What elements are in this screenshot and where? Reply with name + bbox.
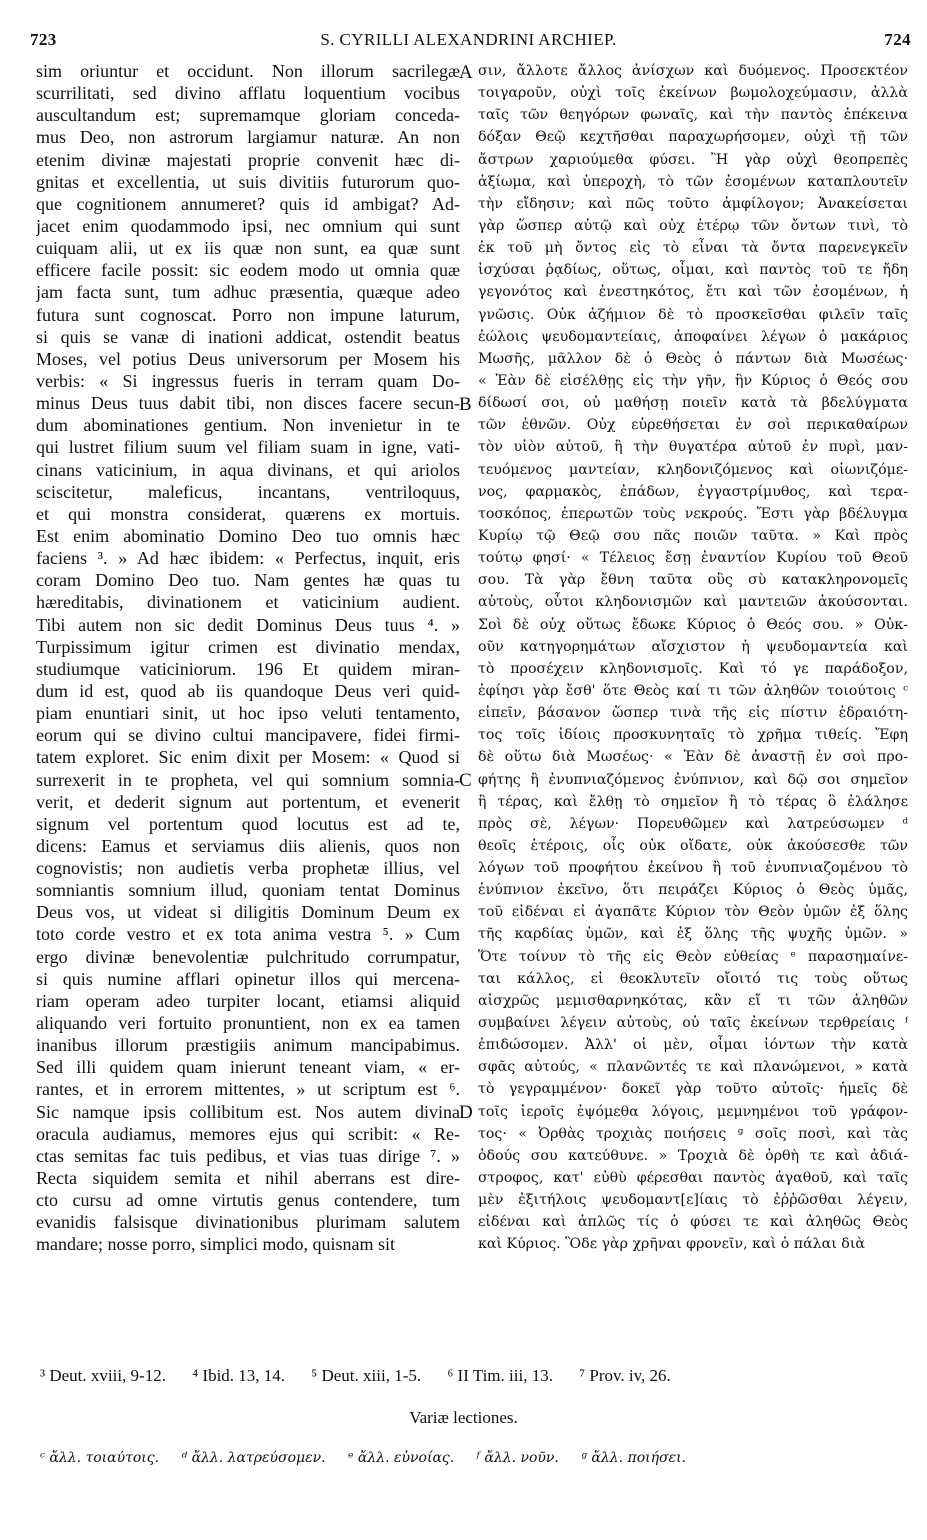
latin-text-line: jacet enim quodammodo ipsi, nec omnium qui sunt	[36, 215, 460, 236]
greek-text-line: σου. Τὰ γὰρ ἔθνη ταῦτα οὓς σὺ κατακληρονομεῖς	[478, 572, 908, 589]
latin-text-line: cuiquam alii, ut ex iis quæ non sunt, ea quæ sunt	[36, 238, 460, 259]
variant-reading: ᵈ ἄλλ. λατρεύσομεν.	[181, 1450, 326, 1466]
latin-text-line: piam enuntiari sinit, ut hoc ipso veluti tentamento,	[36, 703, 460, 724]
greek-text-line: γὰρ ὥσπερ αὐτῷ καὶ οὐχ ἑτέρῳ τῶν ὄντων τινὶ, τὸ	[478, 217, 908, 234]
latin-text-line: scurrilitati, sed divino afflatu loquentium vocibus	[36, 83, 460, 104]
greek-text-line: ἐπιδώσομεν. Ἀλλ' οἱ μὲν, οἶμαι ἰόντων τὴν κατὰ	[478, 1037, 908, 1054]
footnote: ⁷ Prov. iv, 26.	[579, 1366, 671, 1385]
latin-text-line: si quis numine afflari opinetur illos qui mercena-	[36, 968, 460, 989]
latin-text-line: minus Deus tuus dabit tibi, non disces facere secun-	[36, 393, 460, 414]
margin-letter-b: B	[459, 394, 472, 415]
greek-text-line: σφᾶς αὐτούς, « πλανῶντές τε καὶ πλανώμενοι, » κατὰ	[478, 1059, 908, 1076]
margin-letter-c: C	[459, 770, 472, 791]
latin-text-line: etenim divinæ majestati proprie convenit hæc di-	[36, 149, 460, 170]
greek-text-line: Ὅτε τοίνυν τὸ τῆς εἰς Θεὸν εὐθείας ᵉ παρασημαίνε-	[478, 948, 908, 965]
latin-text-line: jam facta sunt, tum adhuc præsentia, quæque adeo	[36, 282, 460, 303]
greek-text-line: γνῶσις. Οὐκ ἀζήμιον δὲ τὸ προσκεῖσθαι φιλεῖν ταῖς	[478, 306, 908, 323]
latin-text-line: somniantis somnium illud, quoniam tentat Dominus	[36, 880, 460, 901]
latin-text-line: cognovistis; non audietis verba prophetæ illius, vel	[36, 858, 460, 879]
latin-text-line: et qui monstra considerat, quærens ex mortuis.	[36, 503, 460, 524]
running-title: S. CYRILLI ALEXANDRINI ARCHIEP.	[320, 30, 617, 49]
greek-column	[478, 60, 908, 1256]
latin-text-line: sim oriuntur et occidunt. Non illorum sacrilegæ	[36, 61, 460, 81]
latin-text-line: evanidis falsisque divinationibus plurimam salutem	[36, 1212, 460, 1233]
latin-text-line: gnitas et excellentia, ut suis divitiis futurorum quo-	[36, 171, 460, 192]
greek-text-line: φήτης ἢ ἐνυπνιαζόμενος ἐνύπνιον, καὶ δῷ σοι σημεῖον	[478, 771, 908, 788]
latin-text-line: mandare; nosse porro, simplici modo, quisnam sit	[36, 1234, 395, 1255]
latin-text-line: auscultandum est; supremamque gloriam conceda-	[36, 105, 460, 126]
footnotes	[40, 1366, 900, 1386]
variant-reading: ᵍ ἄλλ. ποιήσει.	[581, 1450, 687, 1466]
greek-text-line: δίδωσί σοι, οὐ μαθήσῃ ποιεῖν κατὰ τὰ βδελύγματα	[478, 395, 908, 412]
latin-text-line: si quis se vanæ di inationi addicat, ostendit beatus	[36, 326, 460, 347]
latin-text-line: coram Domino Deo tuo. Nam gentes hæ quas tu	[36, 570, 460, 591]
greek-text-line: ται κάλλος, εἰ θεοκλυτεῖν οἴοιτό τις τοὺς οὕτως	[478, 970, 908, 987]
footnote: ³ Deut. xviii, 9-12.	[40, 1366, 166, 1385]
latin-text-line: ctas semitas fac tuis pedibus, et vias tuas dirige ⁷. »	[36, 1145, 460, 1166]
greek-text-line: Σοὶ δὲ οὐχ οὕτως ἔδωκε Κύριος ὁ Θεός σου. » Οὐκ-	[478, 616, 908, 633]
latin-text-line: dicens: Eamus et serviamus diis alienis, quos non	[36, 835, 460, 856]
latin-text-line: toto corde vestro et ex tota anima vestra ⁵. » Cum	[36, 924, 460, 945]
page-number-right: 724	[884, 30, 911, 49]
latin-text-line: cinans vaticinium, in aqua divinans, et qui ariolos	[36, 459, 460, 480]
latin-text-line: Tibi autem non sic dedit Dominus Deus tuus ⁴. »	[36, 614, 460, 635]
greek-text-line: ἐνύπνιον ἐκεῖνο, ὅτι πειράζει Κύριος ὁ Θεὸς ὑμᾶς,	[478, 882, 908, 899]
greek-text-line: τὸν υἱὸν αὐτοῦ, ἢ τὴν θυγατέρα αὐτοῦ ἐν πυρὶ, μαν-	[478, 439, 908, 456]
footnote: ⁶ II Tim. iii, 13.	[447, 1366, 553, 1385]
latin-text-line: que cognitionem annumeret? quis id ambigat? Ad-	[36, 193, 460, 214]
latin-text-line: aliquando veri fortuito pronuntient, non ex ea tamen	[36, 1013, 460, 1034]
greek-text-line: ὁδούς σου κατεύθυνε. » Τροχιὰ δὲ ὀρθὴ τε καὶ ἀδιά-	[478, 1147, 908, 1164]
greek-text-line: ἢ τέρας, καὶ ἔλθῃ τὸ σημεῖον ἢ τὸ τέρας ὃ ἐλάλησε	[478, 793, 908, 810]
greek-text-line: τοσκόπος, ἐπερωτῶν τοὺς νεκρούς. Ἔστι γὰρ βδέλυγμα	[478, 505, 908, 522]
variae-lectiones-title: Variæ lectiones.	[409, 1408, 518, 1427]
greek-text-line: τῆς καρδίας ὑμῶν, καὶ ἐξ ὅλης τῆς ψυχῆς ὑμῶν. »	[478, 926, 908, 943]
greek-text-line: λόγων τοῦ προφήτου ἐκείνου ἢ τοῦ ἐνυπνιαζομένου τὸ	[478, 860, 908, 877]
greek-text-line: δόξαν Θεῷ κεχτῆσθαι παραχωρήσομεν, οὐχὶ τῇ τῶν	[478, 129, 908, 146]
greek-text-line: γεγονότος καὶ ἐνεστηκότος, ἔτι καὶ τῶν ἐσομένων, ἡ	[478, 284, 908, 301]
greek-text-line: τῶν ἐθνῶν. Οὐχ εὑρεθήσεται ἐν σοὶ περικαθαίρων	[478, 417, 908, 434]
latin-text-line: studiumque vaticiniorum. 196 Et quidem miran-	[36, 658, 460, 679]
greek-text-line: αὐτοὺς, οὗτοι κληδονισμῶν καὶ μαντειῶν ἀκούσονται.	[478, 594, 908, 611]
latin-text-line: faciens ³. » Ad hæc ibidem: « Perfectus, inquit, eris	[36, 548, 460, 569]
latin-text-line: verbis: « Si ingressus fueris in terram quam Do-	[36, 370, 460, 391]
latin-text-line: futura sunt cognoscat. Porro non impune laturum,	[36, 304, 460, 325]
greek-text-line: σιν, ἄλλοτε ἄλλος ἀνίσχων καὶ δυόμενος. Προσεκτέον	[478, 63, 908, 79]
latin-text-line: Est enim abominatio Domino Deo tuo omnis hæc	[36, 525, 460, 546]
greek-text-line: Μωσῆς, μᾶλλον δὲ ὁ Θεὸς ὁ πάντων διὰ Μωσέως·	[478, 350, 908, 367]
latin-text-line: Recta siquidem semita et nihil aberrans est dire-	[36, 1168, 460, 1189]
greek-text-line: θεοῖς ἑτέροις, οἷς οὐκ οἴδατε, οὐκ ἀκούσεσθε τῶν	[478, 837, 908, 854]
latin-text-line: hæreditabis, divinationem et vaticinium audient.	[36, 592, 460, 613]
latin-text-line: Deus vos, ut videat si diligitis Dominum Deum ex	[36, 902, 460, 923]
greek-text-line: οῦν κατηγορημάτων αἴσχιστον ἡ ψευδομαντεία καὶ	[478, 638, 908, 655]
latin-text-line: cto cursu ad omne virtutis genus contendere, tum	[36, 1190, 460, 1211]
margin-letter-a: A	[459, 62, 473, 83]
page-header	[24, 30, 913, 54]
latin-column	[36, 60, 460, 1256]
greek-text-line: καὶ Κύριος. Ὃδε γὰρ χρῆναι φρονεῖν, καὶ ὁ πάλαι διὰ	[478, 1236, 865, 1253]
latin-text-line: efficere facile possit: sic eodem modo ut omnia quæ	[36, 260, 460, 281]
greek-text-line: εἰδέναι καὶ ἁπλῶς τίς ὁ φύσει τε καὶ ἀληθῶς Θεὸς	[478, 1214, 908, 1231]
greek-text-line: ἀξίωμα, καὶ ὑπεροχὴ, τὸ τῶν ἐσομένων καταπλουτεῖν	[478, 173, 908, 190]
greek-text-line: ἄστρων χαριούμεθα φύσει. Ἢ γὰρ οὐχὶ θεοπρεπὲς	[478, 151, 908, 168]
latin-text-line: signum vel portentum quod locutus est ad te,	[36, 813, 460, 834]
latin-text-line: tatem exploret. Sic enim dixit per Mosem: « Quod si	[36, 747, 460, 768]
greek-text-line: μὲν ἐξιτήλοις ψευδομαντ[ε]ίαις τὸ ἐῤῥῶσθαι λέγειν,	[478, 1192, 908, 1209]
latin-text-line: surrexerit in te propheta, vel qui somnium somnia-	[36, 769, 460, 790]
latin-text-line: Turpissimum igitur crimen est divinatio mendax,	[36, 636, 460, 657]
greek-text-line: τοῦ εἰδέναι εἰ ἀγαπᾶτε Κύριον τὸν Θεὸν ὑμῶν ἐξ ὅλης	[478, 904, 908, 921]
margin-letter-d: D	[459, 1102, 473, 1123]
greek-text-line: πρὸς σὲ, λέγων· Πορευθῶμεν καὶ λατρεύσωμεν ᵈ	[478, 815, 908, 832]
greek-text-line: ταῖς τῶν θεηγόρων φωναῖς, καὶ τὴν παντὸς ἐπέκεινα	[478, 107, 908, 124]
latin-text-line: qui lustret filium suum vel filiam suam in igne, vati-	[36, 437, 460, 458]
greek-text-line: τος· « Ὀρθὰς τροχιὰς ποιήσεις ᵍ σοῖς ποσὶ, καὶ τὰς	[478, 1125, 908, 1142]
greek-text-line: τὴν εἴδησιν; καὶ πῶς τοῦτο ἀμφίλογον; Ἀνακείσεται	[478, 195, 908, 212]
greek-text-line: στροφος, κατ' εὐθὺ φέρεσθαι παντὸς ἀγαθοῦ, καὶ ταῖς	[478, 1170, 908, 1187]
greek-text-line: τούτῳ φησί· « Τέλειος ἔσῃ ἐναντίον Κυρίου τοῦ Θεοῦ	[478, 550, 908, 567]
latin-text-line: verit, et dederit signum aut portentum, et evenerit	[36, 791, 460, 812]
latin-text-line: dum id est, quod ab iis quandoque Deus veri quid-	[36, 680, 460, 701]
variae-lectiones	[40, 1450, 900, 1466]
greek-text-line: τοιγαροῦν, οὐχὶ τοῖς ἐκείνων βωμολοχεύμασιν, ἀλλὰ	[478, 85, 908, 102]
greek-text-line: τοῖς ἱεροῖς ἑψόμεθα λόγοις, μεμνημένοι τοῦ γράφον-	[478, 1103, 908, 1120]
greek-text-line: ἐώλοις ψευδομαντείαις, ἀποφαίνει λέγων ὁ μακάριος	[478, 328, 908, 345]
greek-text-line: ἰσχύσαι ῥᾳδίως, οὕτως, οἶμαι, καὶ παντὸς τοῦ τε ἤδη	[478, 262, 908, 279]
footnote: ⁴ Ibid. 13, 14.	[192, 1366, 286, 1385]
greek-text-line: τος τοῖς ἰδίοις προσκυνηταῖς τὸ χρῆμα τιθείς. Ἔφη	[478, 727, 908, 744]
greek-text-line: τευόμενος μαντείαν, κληδονιζόμενος καὶ οἰωνιζόμε-	[478, 461, 908, 478]
variant-reading: ᵉ ἄλλ. εὐνοίας.	[348, 1450, 455, 1466]
latin-text-line: Sed illi quidem quam inierunt teneant viam, « er-	[36, 1057, 460, 1078]
greek-text-line: Κυρίῳ τῷ Θεῷ σου πᾶς ποιῶν ταῦτα. » Καὶ πρὸς	[478, 527, 908, 544]
greek-text-line: νος, φαρμακὸς, ἐπάδων, ἐγγαστρίμυθος, καὶ τερα-	[478, 483, 908, 500]
latin-text-line: dum abominationes gentium. Non invenietur in te	[36, 415, 460, 436]
latin-text-line: mus Deo, non astrorum largiamur naturæ. An non	[36, 127, 460, 148]
greek-text-line: εἰπεῖν, βάσανον ὥσπερ τινὰ τῆς εἰς πίστιν ἑδραιότη-	[478, 705, 908, 722]
latin-text-line: Moses, vel potius Deus universorum per Mosem his	[36, 348, 460, 369]
latin-text-line: Sic namque ipsis collibitum est. Nos autem divina	[36, 1101, 460, 1122]
greek-text-line: αἰσχρῶς μεμισθαρνηκότας, κἂν εἴ τι τῶν ἀληθῶν	[478, 992, 908, 1009]
latin-text-line: sciscitetur, maleficus, incantans, ventriloquus,	[36, 481, 460, 502]
variant-reading: ᶜ ἄλλ. τοιαύτοις.	[40, 1450, 160, 1466]
latin-text-line: riam operam adeo turpiter locant, etiamsi aliquid	[36, 990, 460, 1011]
latin-text-line: ergo divinæ benevolentiæ pulchritudo corrumpatur,	[36, 946, 460, 967]
latin-text-line: oracula audiamus, memores ejus qui scribit: « Re-	[36, 1123, 460, 1144]
variant-reading: ᶠ ἄλλ. νοῦν.	[476, 1450, 559, 1466]
greek-text-line: δὲ οὕτω διὰ Μωσέως· « Ἐὰν δὲ ἀναστῇ ἐν σοὶ προ-	[478, 749, 908, 766]
greek-text-line: τὸ γεγραμμένον· δοκεῖ γὰρ τοῦτο αὐτοῖς· ἡμεῖς δὲ	[478, 1081, 908, 1098]
latin-text-line: eorum qui se divino cultui mancipavere, fidei firmi-	[36, 725, 460, 746]
greek-text-line: συμβαίνει λέγειν αὐτοὺς, οὐ ταῖς ἐκείνων τερθρείαις ᶠ	[478, 1015, 908, 1032]
greek-text-line: ἐφίησι γὰρ ἔσθ' ὅτε Θεὸς καί τι τῶν ἀληθῶν τοιούτοις ᶜ	[478, 682, 908, 699]
footnote: ⁵ Deut. xiii, 1-5.	[311, 1366, 422, 1385]
latin-text-line: rantes, et in errorem mittentes, » ut scriptum est ⁶.	[36, 1079, 460, 1100]
greek-text-line: τὸ προσέχειν κληδονισμοῖς. Καὶ τό γε παράδοξον,	[478, 660, 908, 677]
page-number-left: 723	[30, 30, 57, 49]
greek-text-line: « Ἐὰν δὲ εἰσέλθῃς εἰς τὴν γῆν, ἣν Κύριος ὁ Θεός σου	[478, 372, 908, 389]
latin-text-line: inanibus illorum præstigiis animum mancipabimus.	[36, 1035, 460, 1056]
greek-text-line: ἐκ τοῦ μὴ ὄντος εἰς τὸ εἶναι τὰ ὄντα παρενεγκεῖν	[478, 240, 908, 257]
